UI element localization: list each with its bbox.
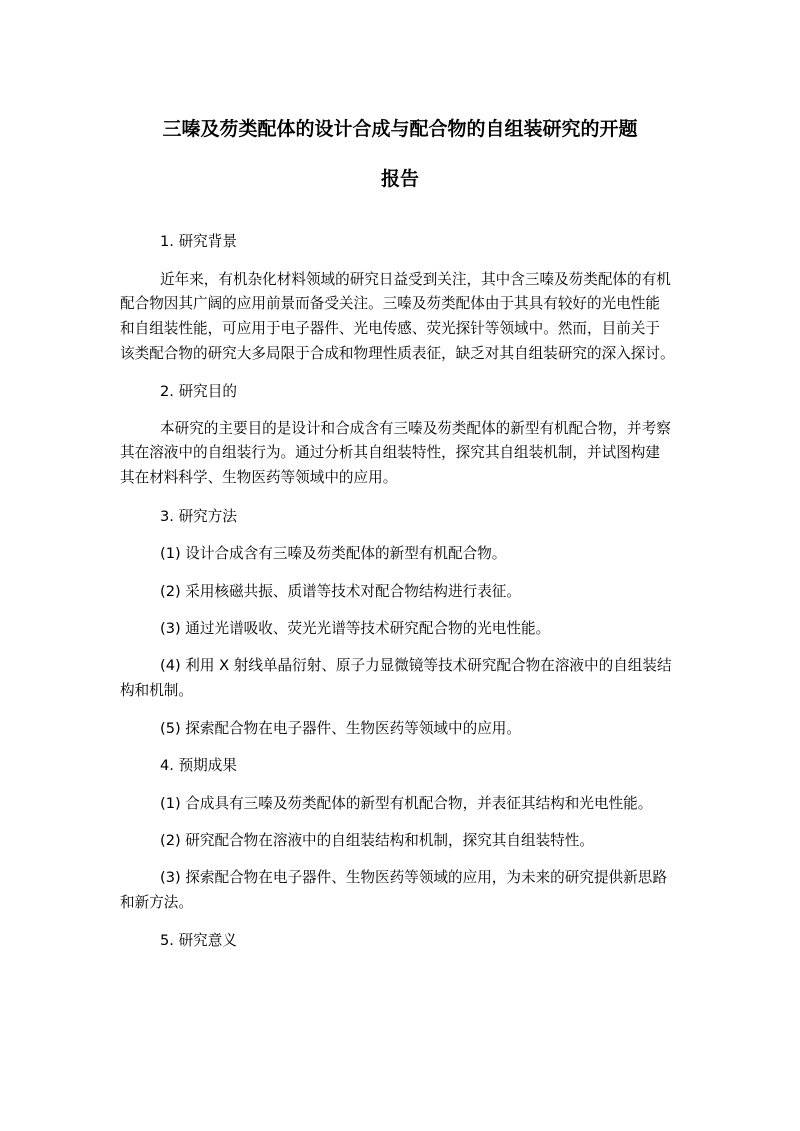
list-item-continuation: 和新方法。	[120, 894, 193, 911]
paragraph-line: 本研究的主要目的是设计和合成含有三嗪及芴类配体的新型有机配合物，并考察	[160, 420, 671, 437]
list-item: (2) 采用核磁共振、质谱等技术对配合物结构进行表征。	[160, 583, 521, 600]
section-heading-expected-results: 4. 预期成果	[160, 757, 237, 774]
list-item: (1) 合成具有三嗪及芴类配体的新型有机配合物，并表征其结构和光电性能。	[160, 795, 653, 812]
list-item-continuation: 构和机制。	[120, 682, 193, 699]
list-item: (4) 利用 X 射线单晶衍射、原子力显微镜等技术研究配合物在溶液中的自组装结	[160, 657, 672, 674]
document-title-line-2: 报告	[380, 168, 419, 190]
list-item: (5) 探索配合物在电子器件、生物医药等领域中的应用。	[160, 720, 521, 737]
paragraph-line: 其在材料科学、生物医药等领域中的应用。	[120, 469, 398, 486]
section-heading-methods: 3. 研究方法	[160, 508, 237, 525]
section-heading-background: 1. 研究背景	[160, 233, 237, 250]
list-item: (3) 探索配合物在电子器件、生物医药等领域的应用，为未来的研究提供新思路	[160, 869, 667, 886]
paragraph-line: 近年来，有机杂化材料领域的研究日益受到关注，其中含三嗪及芴类配体的有机	[160, 271, 671, 288]
paragraph-line: 该类配合物的研究大多局限于合成和物理性质表征，缺乏对其自组装研究的深入探讨。	[120, 345, 675, 362]
list-item: (3) 通过光谱吸收、荧光光谱等技术研究配合物的光电性能。	[160, 620, 551, 637]
paragraph-line: 其在溶液中的自组装行为。通过分析其自组装特性，探究其自组装机制，并试图构建	[120, 444, 660, 461]
section-heading-significance: 5. 研究意义	[160, 932, 237, 949]
paragraph-line: 配合物因其广阔的应用前景而备受关注。三嗪及芴类配体由于其具有较好的光电性能	[120, 295, 660, 312]
list-item: (2) 研究配合物在溶液中的自组装结构和机制，探究其自组装特性。	[160, 832, 594, 849]
document-title-line-1: 三嗪及芴类配体的设计合成与配合物的自组装研究的开题	[162, 118, 638, 140]
list-item: (1) 设计合成含有三嗪及芴类配体的新型有机配合物。	[160, 545, 507, 562]
section-heading-purpose: 2. 研究目的	[160, 383, 237, 400]
paragraph-line: 和自组装性能，可应用于电子器件、光电传感、荧光探针等领域中。然而，目前关于	[120, 320, 660, 337]
